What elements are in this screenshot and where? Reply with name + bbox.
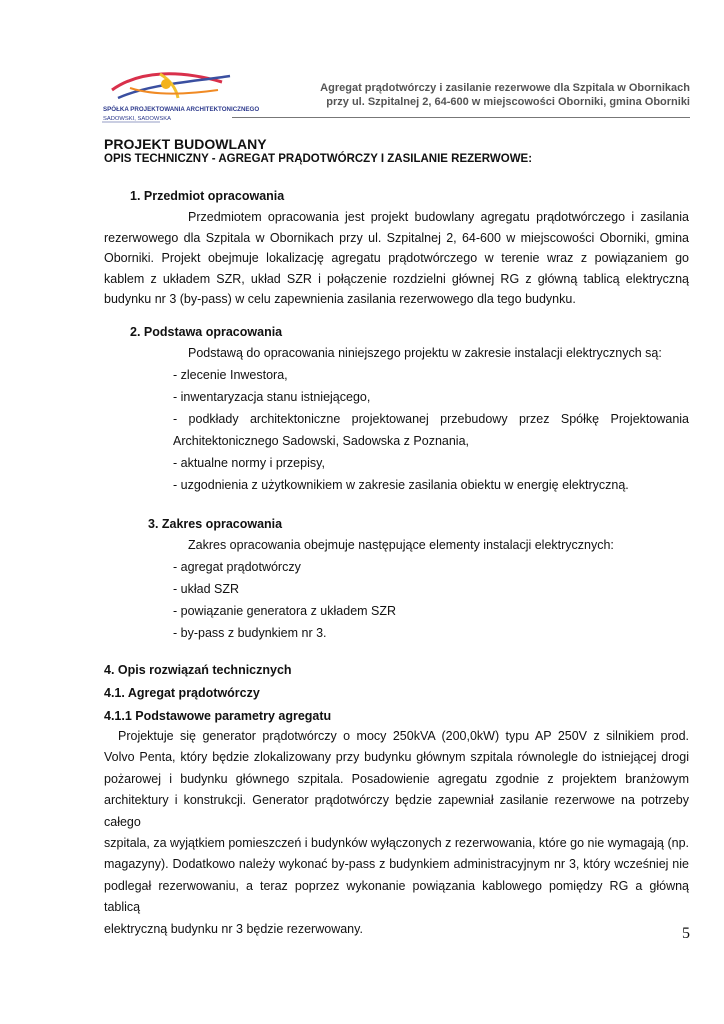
list-item: - inwentaryzacja stanu istniejącego, — [173, 390, 371, 404]
section-4-1-1-heading: 4.1.1 Podstawowe parametry agregatu — [104, 709, 332, 723]
section-4-body — [104, 726, 689, 940]
section-2-intro: Podstawą do opracowania niniejszego projektu w zakresie instalacji elektrycznych są: — [188, 346, 662, 360]
section-4-line: pożarowej i budynku głównego szpitala. Posadowienie agregatu zgodnie z projektem branżowym — [104, 771, 689, 786]
list-item: - aktualne normy i przepisy, — [173, 456, 325, 470]
list-item: - uzgodnienia z użytkownikiem w zakresie zasilania obiektu w energię elektryczną. — [173, 478, 629, 492]
section-3-intro: Zakres opracowania obejmuje następujące elementy instalacji elektrycznych: — [188, 538, 614, 552]
section-2-heading: 2. Podstawa opracowania — [130, 325, 283, 339]
list-item: - powiązanie generatora z układem SZR — [173, 604, 397, 618]
section-4-1-heading: 4.1. Agregat prądotwórczy — [104, 686, 260, 700]
section-1-line: rezerwowego dla Szpitala w Obornikach przy ul. Szpitalnej 2, 64-600 w miejscowości Oborniki, gmina — [104, 230, 689, 245]
section-3-heading: 3. Zakres opracowania — [148, 517, 283, 531]
document-title: PROJEKT BUDOWLANY — [104, 136, 267, 152]
logo-text-top: SPÓŁKA PROJEKTOWANIA ARCHITEKTONICZNEGO — [103, 106, 260, 113]
list-item: - by-pass z budynkiem nr 3. — [173, 626, 327, 640]
section-1-line: kablem z układem SZR, układ SZR i połączenie rozdzielni głównej RG z główną tablicą elektryczną — [104, 271, 689, 286]
section-1-line: Przedmiotem opracowania jest projekt budowlany agregatu prądotwórczego i zasilania — [188, 210, 689, 224]
page-number: 5 — [682, 925, 690, 942]
list-item: - układ SZR — [173, 582, 239, 596]
section-4-heading: 4. Opis rozwiązań technicznych — [104, 663, 292, 677]
logo-star — [161, 79, 171, 89]
logo-text-bottom: SADOWSKI, SADOWSKA — [103, 116, 171, 122]
section-1-line: Oborniki. Projekt obejmuje lokalizację agregatu prądotwórczego w terenie wraz z powiązaniem go — [104, 251, 689, 265]
list-item: Architektonicznego Sadowski, Sadowska z Poznania, — [173, 434, 469, 448]
header-line-2: przy ul. Szpitalnej 2, 64-600 w miejscowości Oborniki, gmina Oborniki — [326, 96, 690, 108]
section-4-line: podlegał rezerwowaniu, a teraz poprzez wykonanie powiązania kablowego pomiędzy RG a główną tablicą — [104, 878, 689, 915]
section-1-heading: 1. Przedmiot opracowania — [130, 189, 285, 203]
list-item: - podkłady architektoniczne projektowanej przebudowy przez Spółkę Projektowania — [173, 412, 689, 426]
section-4-line: Volvo Penta, który będzie zlokalizowany przy budynku głównym szpitala równolegle do istniejącej drogi — [104, 750, 689, 765]
list-item: - agregat prądotwórczy — [173, 560, 301, 574]
section-1-line: budynku nr 3 (by-pass) w celu zapewnienia zasilania rezerwowego dla tego budynku. — [104, 292, 576, 306]
section-4-line: szpitala, za wyjątkiem pomieszczeń i budynków wyłączonych z rezerwowania, które go nie wymagają (np. — [104, 836, 689, 851]
section-4-line: architektury i konstrukcji. Generator prądotwórczy będzie zapewniał zasilanie rezerwowe na potrzeby całego — [104, 793, 689, 829]
header-divider — [232, 117, 690, 118]
section-4-line: Projektuje się generator prądotwórczy o mocy 250kVA (200,0kW) typu AP 250V z silnikiem prod. — [118, 729, 689, 743]
company-logo — [100, 68, 260, 124]
section-1-body — [104, 207, 689, 310]
section-4-line: magazyny). Dodatkowo należy wykonać by-pass z budynkiem administracyjnym nr 3, który wcześniej nie — [104, 857, 689, 872]
list-item: - zlecenie Inwestora, — [173, 368, 288, 382]
document-subtitle: OPIS TECHNICZNY - AGREGAT PRĄDOTWÓRCZY I ZASILANIE REZERWOWE: — [104, 153, 533, 165]
header-line-1: Agregat prądotwórczy i zasilanie rezerwowe dla Szpitala w Obornikach — [320, 82, 690, 94]
section-4-line: elektryczną budynku nr 3 będzie rezerwowany. — [104, 921, 363, 936]
